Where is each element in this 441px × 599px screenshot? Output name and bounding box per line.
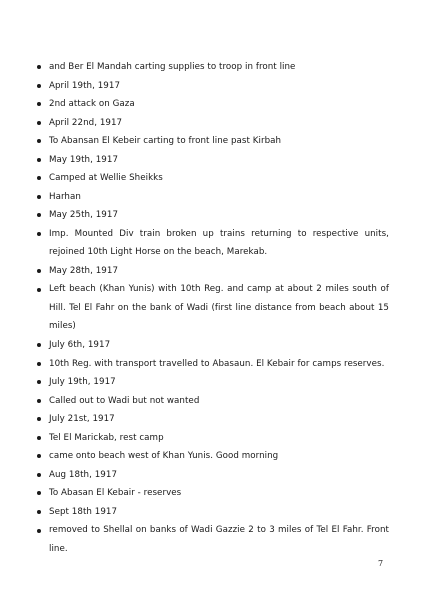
diary-entry [37,396,389,406]
bullet-icon [37,195,41,199]
bullet-icon [37,399,41,403]
bullet-icon [37,454,41,458]
diary-entry [37,173,389,183]
bullet-icon [37,121,41,125]
diary-entry-text: came onto beach west of Khan Yunis. Good morning [49,451,279,462]
diary-entry-text: Aug 18th, 1917 [49,469,118,480]
bullet-icon [37,139,41,143]
diary-entry-text: May 19th, 1917 [49,154,119,165]
diary-entry-text: April 22nd, 1917 [49,117,123,128]
diary-entry [37,81,389,91]
diary-entry-text: and Ber El Mandah carting supplies to troop in front line [49,62,296,72]
bullet-icon [37,176,41,180]
diary-entry [37,136,389,146]
diary-entry [37,340,389,350]
diary-entry-text: May 25th, 1917 [49,210,119,221]
bullet-icon [37,65,41,69]
diary-entry-text: Sept 18th 1917 [49,506,118,517]
bullet-icon [37,232,41,236]
bullet-icon [37,491,41,495]
diary-entry-text: July 6th, 1917 [49,339,111,350]
bullet-icon [37,436,41,440]
diary-entry-text: Left beach (Khan Yunis) with 10th Reg. and camp at about 2 miles south of Hill. Tel El Fahr on the bank of Wadi (first line distance from beach about 15 miles) [49,284,389,332]
diary-entry-text: Imp. Mounted Div train broken up trains returning to respective units, rejoined 10th Light Horse on the beach, Marekab. [49,228,389,258]
diary-entry-list [37,62,389,562]
diary-entry-text: July 19th, 1917 [49,377,116,388]
diary-entry-text: 2nd attack on Gaza [49,99,135,110]
diary-entry-text: April 19th, 1917 [49,80,121,91]
diary-entry-text: To Abansan El Kebeir carting to front line past Kirbah [49,136,282,147]
diary-entry [37,155,389,165]
bullet-icon [37,529,41,533]
diary-entry-text: To Abasan El Kebair - reserves [49,488,182,499]
page-number: 7 [378,559,384,568]
bullet-icon [37,288,41,292]
diary-entry-text: Harhan [49,191,81,202]
diary-entry [37,414,389,424]
bullet-icon [37,158,41,162]
bullet-icon [37,343,41,347]
diary-entry [37,62,389,72]
bullet-icon [37,362,41,366]
diary-entry [37,210,389,220]
diary-entry [37,451,389,461]
diary-entry-text: Called out to Wadi but not wanted [49,395,200,406]
bullet-icon [37,84,41,88]
bullet-icon [37,102,41,106]
diary-entry [37,488,389,498]
diary-entry-text: removed to Shellal on banks of Wadi Gazzie 2 to 3 miles of Tel El Fahr. Front line. [49,525,389,554]
diary-entry [37,355,389,374]
diary-entry [37,433,389,443]
diary-entry [37,507,389,517]
diary-entry-text: Tel El Marickab, rest camp [49,432,164,443]
diary-entry-text: May 28th, 1917 [49,265,119,276]
diary-entry [37,225,389,262]
diary-entry [37,470,389,480]
diary-entry [37,118,389,128]
diary-entry [37,377,389,387]
diary-entry [37,521,389,558]
bullet-icon [37,510,41,514]
bullet-icon [37,380,41,384]
bullet-icon [37,269,41,273]
bullet-icon [37,213,41,217]
diary-entry-text: 10th Reg. with transport travelled to Abasaun. El Kebair for camps reserves. [49,358,385,369]
bullet-icon [37,417,41,421]
diary-entry [37,192,389,202]
diary-entry-text: Camped at Wellie Sheikks [49,173,163,184]
diary-entry [37,266,389,276]
diary-entry [37,99,389,109]
diary-entry [37,280,389,336]
bullet-icon [37,473,41,477]
diary-entry-text: July 21st, 1917 [49,414,115,425]
